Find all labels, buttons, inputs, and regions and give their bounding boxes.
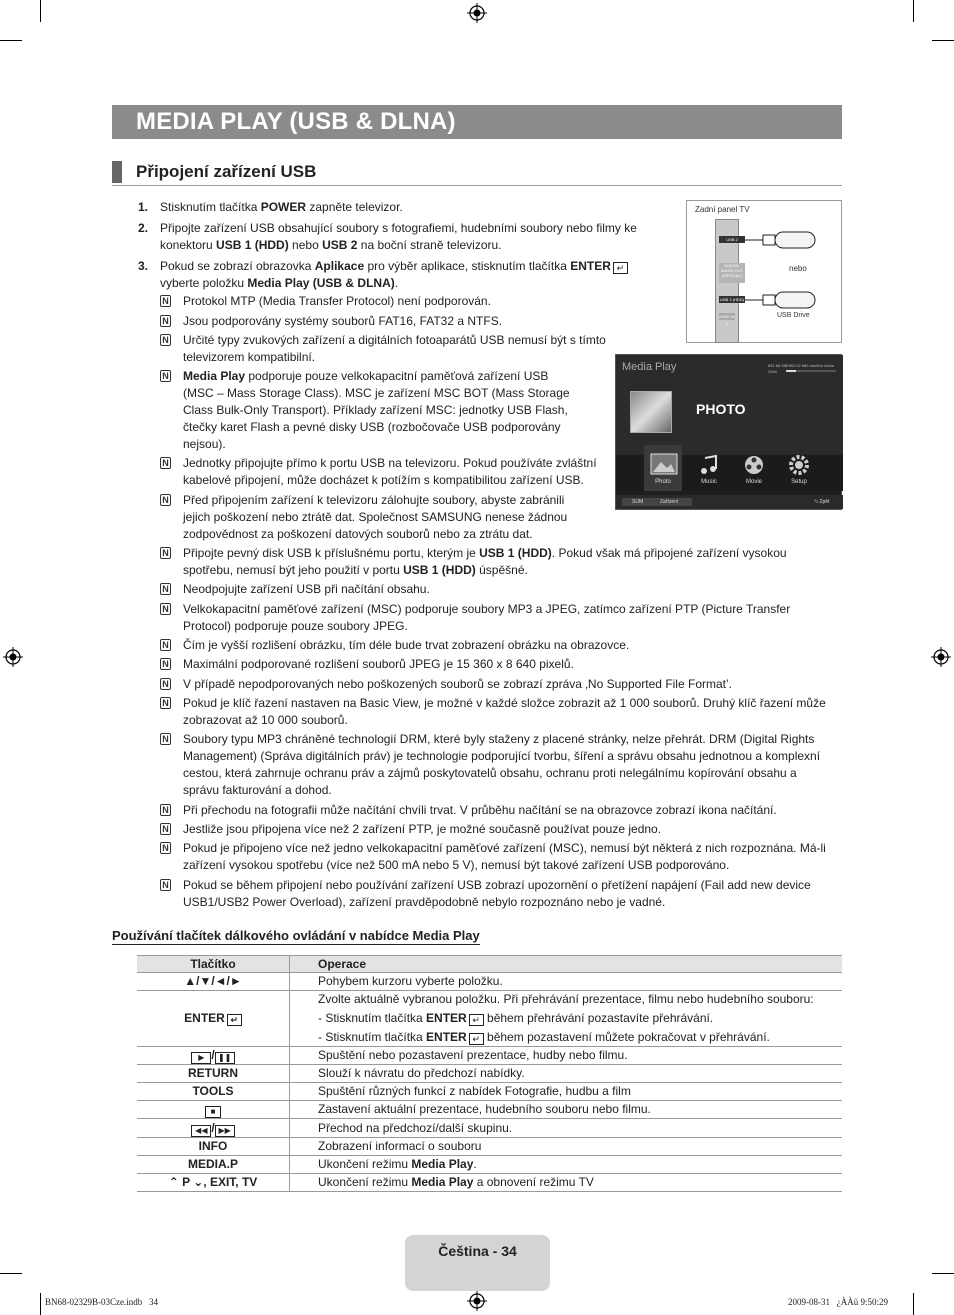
section-title: Připojení zařízení USB (136, 162, 317, 181)
enter-icon: ↵ (469, 1014, 484, 1026)
key-separator: / (211, 1048, 215, 1062)
table-header-button: Tlačítko (137, 956, 290, 973)
page-number: Čeština - 34 (438, 1243, 517, 1259)
operation-cell (290, 1174, 843, 1192)
operation-text: Zastavení aktuální prezentace, hudebního souboru nebo filmu. (290, 1101, 843, 1119)
table-row (137, 1047, 842, 1065)
remote-buttons-table (137, 955, 842, 1192)
operation-text: Ukončení režimu (318, 1157, 412, 1171)
note-text-bold: USB 1 (HDD) (479, 546, 552, 560)
operation-text-bold: Media Play (411, 1157, 474, 1171)
stop-icon: ■ (205, 1106, 221, 1118)
note-text: Čím je vyšší rozlišení obrázku, tím déle bude trvat zobrazení obrázku na obrazovce. (183, 638, 630, 652)
key-label: P (182, 1175, 190, 1189)
operation-text: Ukončení režimu (318, 1175, 412, 1189)
note-text: cestou, která zahrnuje ochranu práv a zájmů poskytovatelů obsahu, ochranu proti nelegálnímu kopírování obsahu a (183, 766, 797, 780)
note-icon: N (160, 334, 171, 346)
crop-mark (40, 0, 41, 22)
menu-item-setup[interactable]: Setup (791, 479, 807, 485)
note-text: Před připojením zařízení k televizoru zálohujte soubory, abyste zabránili (183, 493, 565, 507)
operation-cell (290, 1156, 843, 1174)
note-icon: N (160, 733, 171, 745)
operation-text-bold: Media Play (411, 1175, 474, 1189)
note-icon: N (160, 842, 171, 854)
note-text: USB1/USB2 Power Overload), zařízení pravděpodobně nebylo rozpoznáno nebo je vadné. (183, 895, 666, 909)
note-icon: N (160, 639, 171, 651)
diagram-label: Zadní panel TV (695, 205, 750, 214)
hdmi-port: HDMI IN 4 (719, 314, 735, 326)
note-text-bold: USB 1 (HDD) (403, 563, 476, 577)
crop-mark (0, 40, 22, 41)
note-icon: N (160, 494, 171, 506)
note-text: zodpovědnost za poškození datových souborů nebo za ztrátu dat. (183, 527, 533, 541)
back-label: Zpět (819, 499, 830, 505)
diagram-or-label: nebo (789, 264, 807, 273)
key-return: RETURN (137, 1065, 290, 1083)
menu-item-photo[interactable]: Photo (655, 479, 671, 485)
note-text: Jestliže jsou připojena více než 2 zařízení PTP, je možné současně používat pouze jedno. (183, 822, 662, 836)
storage-bar (786, 370, 836, 372)
table-row (137, 991, 842, 1047)
note-text: Class Bulk-Only Transport). Příklady zařízení MSC: jednotky USB Flash, (183, 403, 568, 417)
diagram-drive-label: USB Drive (777, 312, 810, 319)
table-header-operation: Operace (290, 956, 843, 973)
note-text: podporuje pouze velkokapacitní paměťová zařízení USB (245, 369, 549, 383)
note-text: . Pokud však má připojené zařízení vysokou (551, 546, 787, 560)
operation-text: Pohybem kurzoru vyberte položku. (290, 973, 843, 991)
step-text: Stisknutím tlačítka (160, 200, 261, 214)
note-text: televizorem kompatibilní. (183, 350, 316, 364)
note-text: kabelové připojení, může docházet k potížím s kompatibilitou zařízení USB. (183, 473, 584, 487)
note-icon: N (160, 603, 171, 615)
step-number: 3. (138, 259, 149, 273)
step-text: nebo (288, 238, 323, 252)
key-skip (137, 1119, 290, 1138)
device-action-label[interactable]: Zařízení (660, 499, 679, 505)
step-text: zapněte televizor. (306, 200, 403, 214)
bottom-device-label: SUM (632, 499, 644, 505)
note-text: zobrazovat až 10 000 souborů. (183, 713, 348, 727)
key-exit (137, 1174, 290, 1192)
note-icon: N (160, 658, 171, 670)
rewind-icon: ◀◀ (191, 1125, 211, 1137)
back-button[interactable] (814, 498, 829, 506)
storage-info: 851.66 MB/993.02 MB volného místa (768, 363, 834, 368)
optical-port: DIGITAL AUDIO OUT (OPTICAL) (719, 263, 745, 283)
step-text: Připojte zařízení USB obsahující soubory s fotografiemi, hudebními soubory nebo filmy ke (160, 221, 637, 235)
registration-mark-icon (931, 647, 951, 667)
usb-drive-icon (745, 289, 825, 311)
usb-drive-icon (745, 229, 825, 251)
step-number: 1. (138, 200, 149, 214)
note-text: správu fakturování a dohod. (183, 783, 332, 797)
table-row (137, 1101, 842, 1119)
table-row (137, 973, 842, 991)
operation-text: a obnovení režimu TV (473, 1175, 594, 1189)
media-play-title: Media Play (622, 361, 677, 373)
note-text: Soubory typu MP3 chráněné technologií DRM, které byly staženy z placené stránky, nelze přehrát. DRM (Digital Rights (183, 732, 815, 746)
usb-2-port: USB 2 (719, 236, 745, 243)
step-text: vyberte položku (160, 276, 248, 290)
operation-text: Slouží k návratu do předchozí nabídky. (290, 1065, 843, 1083)
enter-icon: ↵ (613, 262, 628, 274)
note-text: Velkokapacitní paměťové zařízení (MSC) podporuje soubory MP3 a JPEG, zatímco zařízení PTP (Picture Transfer (183, 602, 791, 616)
operation-text: - Stisknutím tlačítka (318, 1030, 427, 1044)
step-text-bold: ENTER (570, 259, 611, 273)
note-text: Protocol) podporuje pouze soubory JPEG. (183, 619, 408, 633)
chevron-up-icon: ⌃ (168, 1175, 179, 1189)
note-icon: N (160, 583, 171, 595)
key-label: ENTER (184, 1011, 225, 1025)
crop-mark (913, 1293, 914, 1315)
note-icon: N (160, 678, 171, 690)
note-icon: N (160, 457, 171, 469)
operation-text: Zvolte aktuálně vybranou položku. Při přehrávání prezentace, filmu nebo hudebního souboru: (318, 992, 814, 1006)
note-text: Jednotky připojujte přímo k portu USB na televizoru. Pokud používáte zvláštní (183, 456, 597, 470)
menu-item-movie[interactable]: Movie (745, 479, 762, 485)
section-heading (112, 161, 842, 186)
step-text-bold: POWER (260, 200, 307, 214)
operation-text: - Stisknutím tlačítka (318, 1011, 427, 1025)
step-number: 2. (138, 221, 149, 235)
note-icon: N (160, 547, 171, 559)
note-text: Protokol MTP (Media Transfer Protocol) není podporován. (183, 294, 491, 308)
step-text-bold: USB 2 (322, 238, 358, 252)
note-text: Management) (Správa digitálních práv) je technologie podporující tvorbu, šíření a správu obsahu jednotnou a komplexní (183, 749, 821, 763)
menu-item-music[interactable]: Music (701, 479, 717, 485)
crop-mark (932, 40, 954, 41)
note-text: Pokud je klíč řazení nastaven na Basic View, je možné v každé složce zobrazit až 1 000 souborů. Druhý klíč řazení může (183, 696, 826, 710)
photo-icon[interactable] (650, 453, 678, 475)
key-label: , EXIT, TV (203, 1175, 258, 1189)
photo-stack-icon (630, 391, 672, 433)
note-icon: N (160, 879, 171, 891)
movie-icon[interactable] (744, 455, 764, 475)
note-text: Pokud je připojeno více než jedno velkokapacitní paměťové zařízení (MSC), nemusí být některá z nich rozpoznána. Má-li (183, 841, 826, 855)
key-media-p: MEDIA.P (137, 1156, 290, 1174)
step-text: Pokud se zobrazí obrazovka (160, 259, 315, 273)
table-row (137, 1174, 842, 1192)
table-title: Používání tlačítek dálkového ovládání v nabídce Media Play (112, 928, 480, 943)
table-row (137, 1119, 842, 1138)
note-text: Neodpojujte zařízení USB při načítání obsahu. (183, 582, 430, 596)
note-text: spotřebu, nemusí být jeho použití v portu (183, 563, 404, 577)
usb-1-port: USB 1 (HDD) (719, 297, 744, 302)
note-text-bold: Media Play (183, 369, 246, 383)
note-text: Jsou podporovány systémy souborů FAT16, FAT32 a NTFS. (183, 314, 503, 328)
crop-mark (913, 0, 914, 22)
crop-mark (0, 1273, 22, 1274)
table-row (137, 1156, 842, 1174)
note-text: jejich poškození nebo ztrátě dat. Společnost SAMSUNG nenese žádnou (183, 510, 568, 524)
table-row (137, 1138, 842, 1156)
fast-forward-icon: ▶▶ (215, 1125, 235, 1137)
operation-text: během přehrávání pozastavíte přehrávání. (483, 1011, 714, 1025)
step-text: pro výběr aplikace, stisknutím tlačítka (364, 259, 571, 273)
registration-mark-icon (467, 1291, 487, 1311)
table-row (137, 1065, 842, 1083)
current-category: PHOTO (696, 401, 746, 417)
setup-gear-icon[interactable] (788, 454, 810, 476)
key-play-pause (137, 1047, 290, 1065)
note-text: nejsou). (183, 437, 226, 451)
note-icon: N (160, 697, 171, 709)
note-text: zařízení vysokou spotřebu (více než 500 mA nebo 5 V), nemusí být takové zařízení USB podporováno. (183, 858, 730, 872)
play-icon: ▶ (191, 1052, 211, 1064)
note-text: úspěšné. (475, 563, 528, 577)
step-text: konektoru (160, 238, 217, 252)
section-marker (112, 161, 122, 183)
page-number-tab (405, 1235, 550, 1291)
pause-icon: ❚❚ (215, 1052, 235, 1064)
operation-text: Zobrazení informací o souboru (290, 1138, 843, 1156)
crop-mark (40, 1293, 41, 1315)
key-enter (137, 991, 290, 1047)
note-icon: N (160, 823, 171, 835)
operation-text: během pozastavení můžete pokračovat v přehrávání. (483, 1030, 770, 1044)
note-text: Připojte pevný disk USB k příslušnému portu, kterým je (183, 546, 480, 560)
operation-text-bold: ENTER (426, 1030, 467, 1044)
note-text: (MSC – Mass Storage Class). MSC je zařízení MSC BOT (Mass Storage (183, 386, 570, 400)
operation-text: Přechod na předchozí/další skupinu. (290, 1119, 843, 1138)
note-text: čtečky karet Flash a pevné disky USB (rozbočovače USB podporovány (183, 420, 561, 434)
print-slug-right: 2009-08-31 ¿ÀÀü 9:50:29 (788, 1297, 888, 1307)
key-arrows: ▲/▼/◄/► (137, 973, 290, 991)
step-text: na boční straně televizoru. (357, 238, 502, 252)
note-icon: N (160, 315, 171, 327)
key-separator: / (211, 1120, 215, 1135)
table-row (137, 1083, 842, 1101)
note-text: Pokud se během připojení nebo používání zařízení USB zobrazí upozornění o přetížení napájení (Fail add new device (183, 878, 811, 892)
return-icon: ⮌ (814, 499, 820, 505)
step-text-bold: Aplikace (314, 259, 365, 273)
operation-text: Spuštění nebo pozastavení prezentace, hudby nebo filmu. (290, 1047, 843, 1065)
operation-text-bold: ENTER (426, 1011, 467, 1025)
operation-cell (290, 991, 843, 1047)
key-stop (137, 1101, 290, 1119)
note-icon: N (160, 370, 171, 382)
crop-mark (932, 1273, 954, 1274)
music-icon[interactable] (700, 455, 718, 475)
step-text-bold: Media Play (USB & DLNA) (247, 276, 395, 290)
registration-mark-icon (467, 3, 487, 23)
step-text: . (394, 276, 399, 290)
note-text: Určité typy zvukových zařízení a digitálních fotoaparátů USB nemusí být s tímto (183, 333, 606, 347)
enter-icon: ↵ (469, 1033, 484, 1045)
print-slug-left: BN68-02329B-03Cze.indb 34 (45, 1297, 158, 1307)
key-tools: TOOLS (137, 1083, 290, 1101)
enter-icon: ↵ (227, 1014, 242, 1026)
note-text: V případě nepodporovaných nebo poškozených souborů se zobrazí zpráva ‚No Supported File Format’. (183, 677, 732, 691)
chevron-down-icon: ⌄ (193, 1175, 204, 1189)
note-text: Při přechodu na fotografii může načítání chvíli trvat. V průběhu načítání se na obrazovce zobrazí ikona načítání. (183, 803, 777, 817)
registration-mark-icon (3, 647, 23, 667)
note-icon: N (160, 295, 171, 307)
page-title: MEDIA PLAY (USB & DLNA) (112, 105, 842, 139)
step-text-bold: USB 1 (HDD) (216, 238, 289, 252)
note-icon: N (160, 804, 171, 816)
media-play-screen (615, 354, 842, 510)
device-label: SUM (768, 369, 777, 374)
operation-text: Spuštění různých funkcí z nabídek Fotografie, hudbu a film (290, 1083, 843, 1101)
key-info: INFO (137, 1138, 290, 1156)
operation-text: . (473, 1157, 477, 1171)
note-text: Maximální podporované rozlišení souborů JPEG je 15 360 x 8 640 pixelů. (183, 657, 574, 671)
usb-connection-diagram (686, 200, 842, 343)
